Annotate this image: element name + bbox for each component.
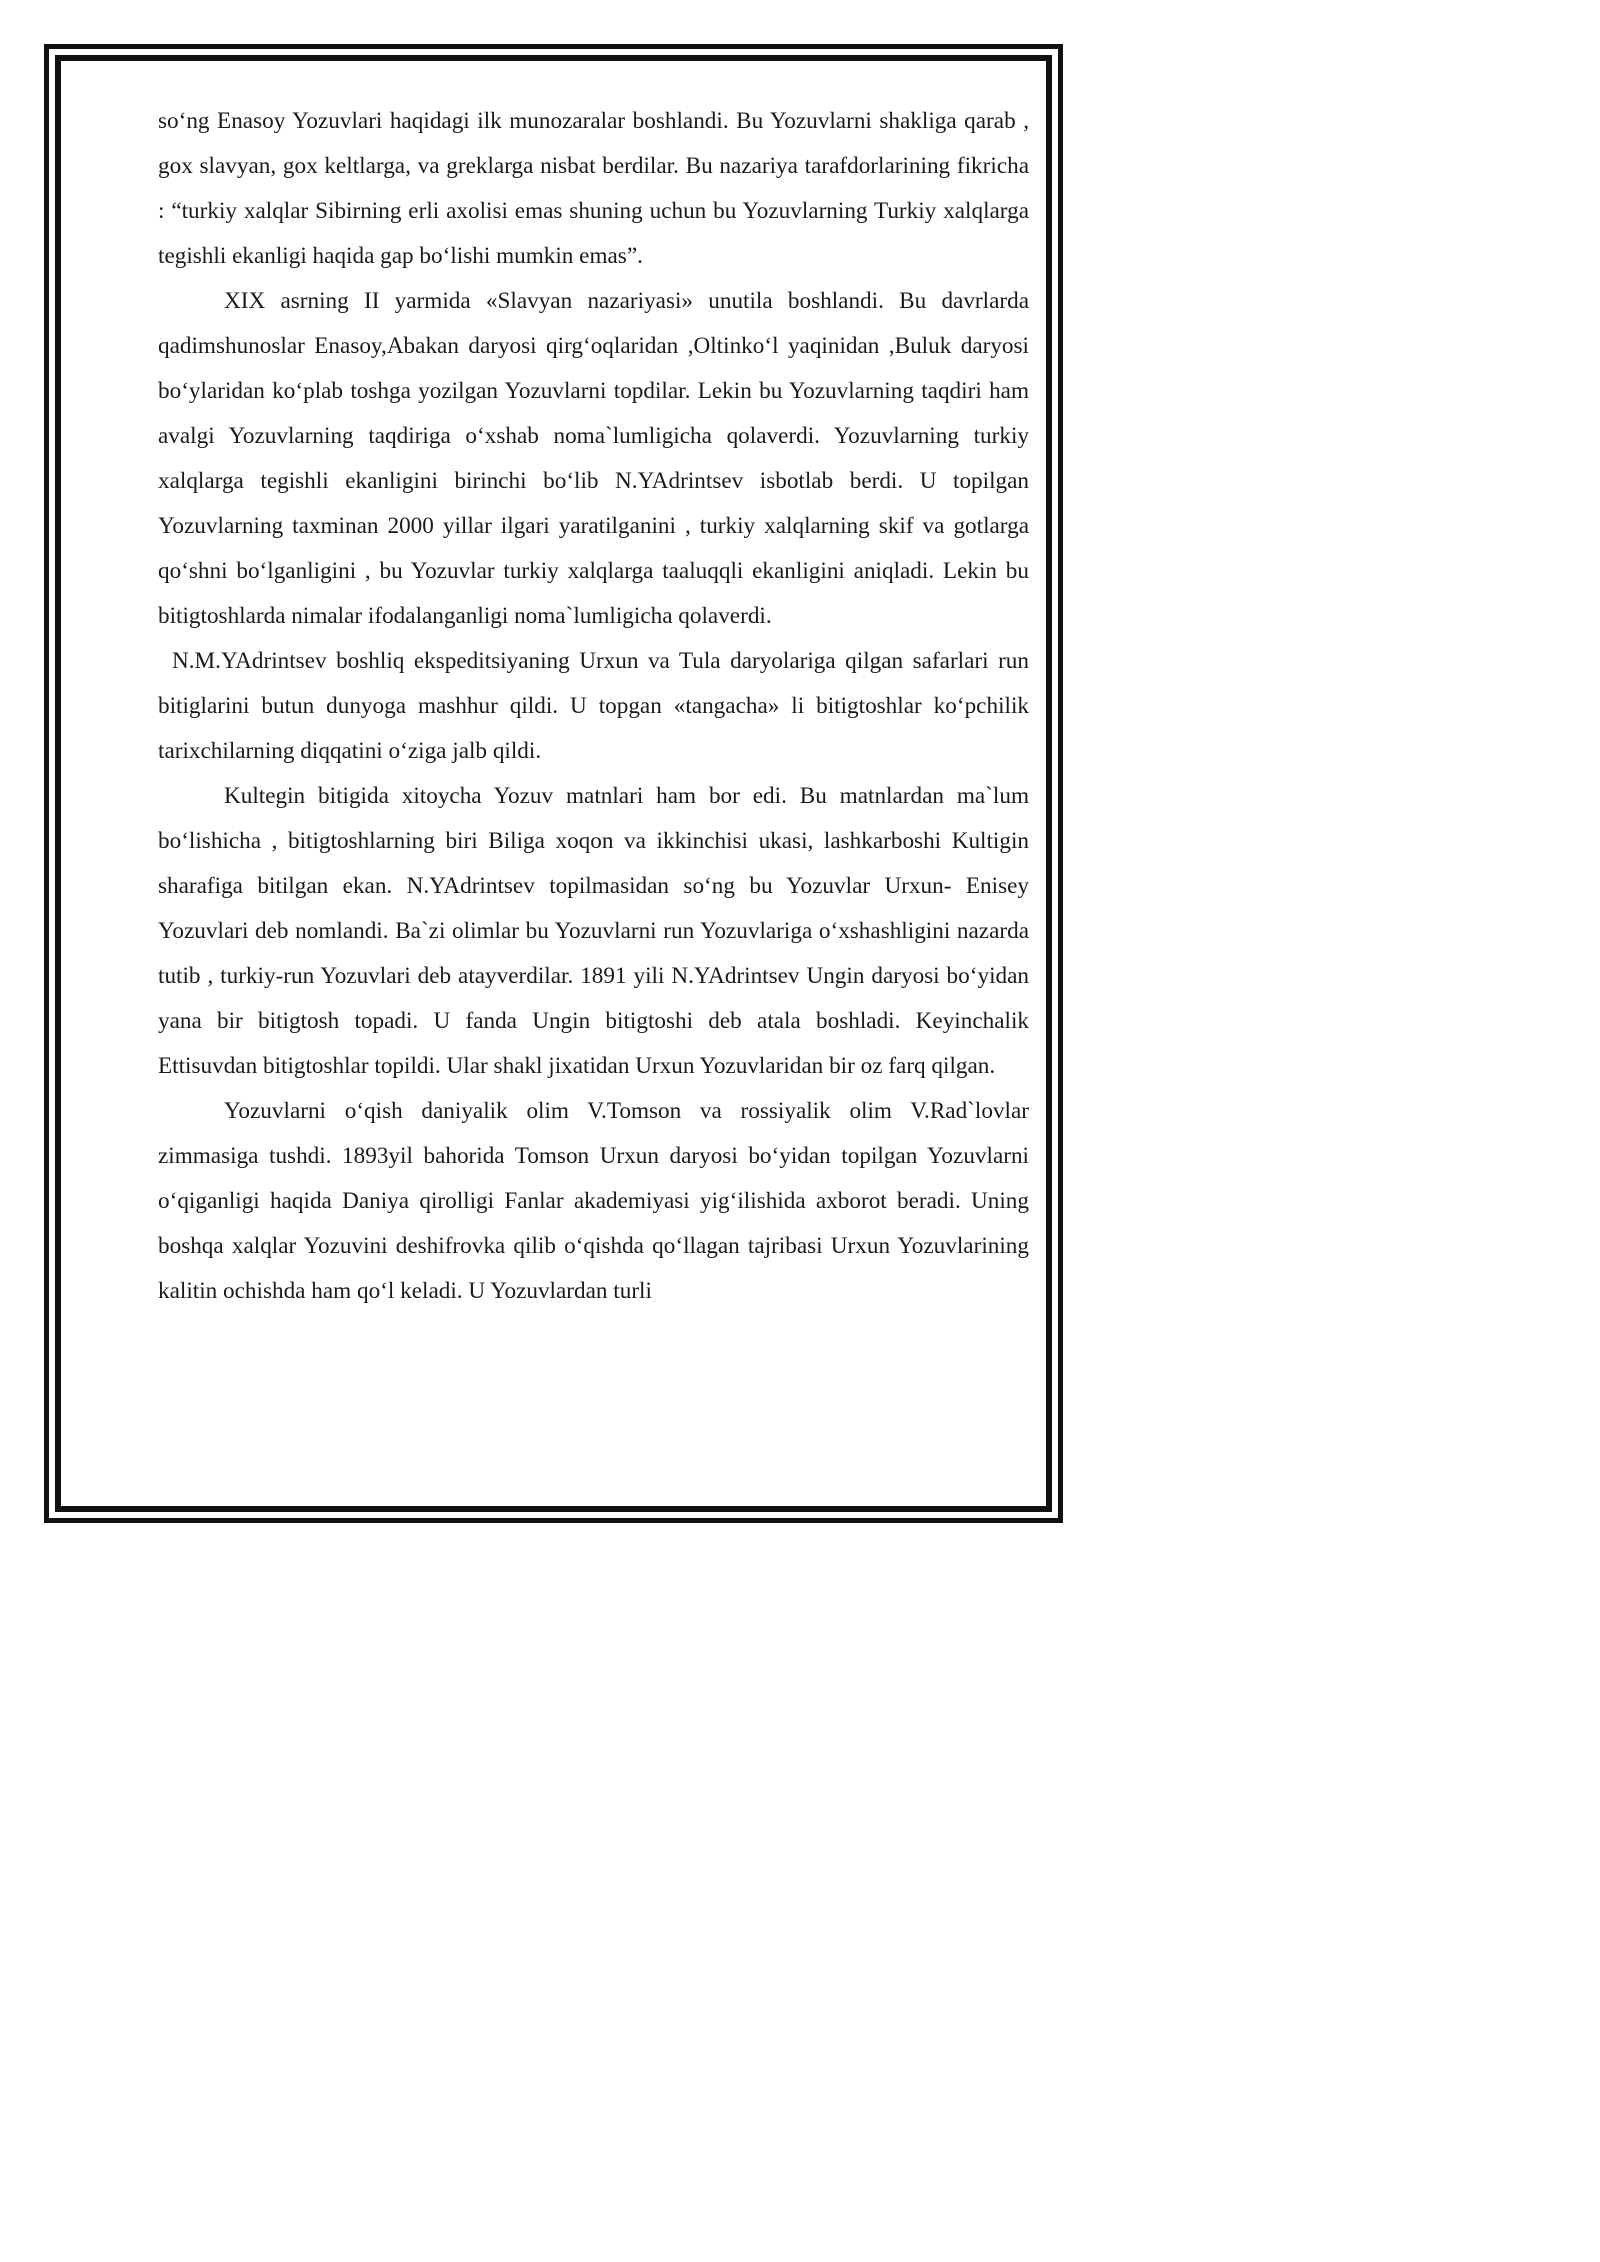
paragraph-2: XIX asrning II yarmida «Slavyan nazariyasi» unutila boshlandi. Bu davrlarda qadimshunoslar Enasoy,Abakan daryosi qirg‘oqlaridan ,Oltinko‘l yaqinidan ,Buluk daryosi bo‘ylaridan ko‘plab toshga yozilgan Yozuvlarni topdilar. Lekin bu Yozuvlarning taqdiri ham avalgi Yozuvlarning taqdiriga o‘xshab noma`lumligicha qolaverdi. Yozuvlarning turkiy xalqlarga tegishli ekanligini birinchi bo‘lib N.YAdrintsev isbotlab berdi. U topilgan Yozuvlarning taxminan 2000 yillar ilgari yaratilganini , turkiy xalqlarning skif va gotlarga qo‘shni bo‘lganligini , bu Yozuvlar turkiy xalqlarga taaluqqli ekanligini aniqladi. Lekin bu bitigtoshlarda nimalar ifodalanganligi noma`lumligicha qolaverdi.	[158, 288, 1029, 629]
paragraph-1: so‘ng Enasoy Yozuvlari haqidagi ilk munozaralar boshlandi. Bu Yozuvlarni shakliga qarab , gox slavyan, gox keltlarga, va greklarga nisbat berdilar. Bu nazariya tarafdorlarining fikricha : “turkiy xalqlar Sibirning erli axolisi emas shuning uchun bu Yozuvlarning Turkiy xalqlarga tegishli ekanligi haqida gap bo‘lishi mumkin emas”.	[158, 108, 1029, 269]
paragraph-5: Yozuvlarni o‘qish daniyalik olim V.Tomson va rossiyalik olim V.Rad`lovlar zimmasiga tushdi. 1893yil bahorida Tomson Urxun daryosi bo‘yidan topilgan Yozuvlarni o‘qiganligi haqida Daniya qirolligi Fanlar akademiyasi yig‘ilishida axborot beradi. Uning boshqa xalqlar Yozuvini deshifrovka qilib o‘qishda qo‘llagan tajribasi Urxun Yozuvlarining kalitin ochishda ham qo‘l keladi. U Yozuvlardan turli	[158, 1098, 1029, 1304]
paragraph-3: N.M.YAdrintsev boshliq ekspeditsiyaning Urxun va Tula daryolariga qilgan safarlari run bitiglarini butun dunyoga mashhur qildi. U topgan «tangacha» li bitigtoshlar ko‘pchilik tarixchilarning diqqatini o‘ziga jalb qildi.	[158, 648, 1029, 764]
document-body	[158, 99, 1029, 1314]
paragraph-4: Kultegin bitigida xitoycha Yozuv matnlari ham bor edi. Bu matnlardan ma`lum bo‘lishicha , bitigtoshlarning biri Biliga xoqon va ikkinchisi ukasi, lashkarboshi Kultigin sharafiga bitilgan ekan. N.YAdrintsev topilmasidan so‘ng bu Yozuvlar Urxun- Enisey Yozuvlari deb nomlandi. Ba`zi olimlar bu Yozuvlarni run Yozuvlariga o‘xshashligini nazarda tutib , turkiy-run Yozuvlari deb atayverdilar. 1891 yili N.YAdrintsev Ungin daryosi bo‘yidan yana bir bitigtosh topadi. U fanda Ungin bitigtoshi deb atala boshladi. Keyinchalik Ettisuvdan bitigtoshlar topildi. Ular shakl jixatidan Urxun Yozuvlaridan bir oz farq qilgan.	[158, 783, 1029, 1079]
